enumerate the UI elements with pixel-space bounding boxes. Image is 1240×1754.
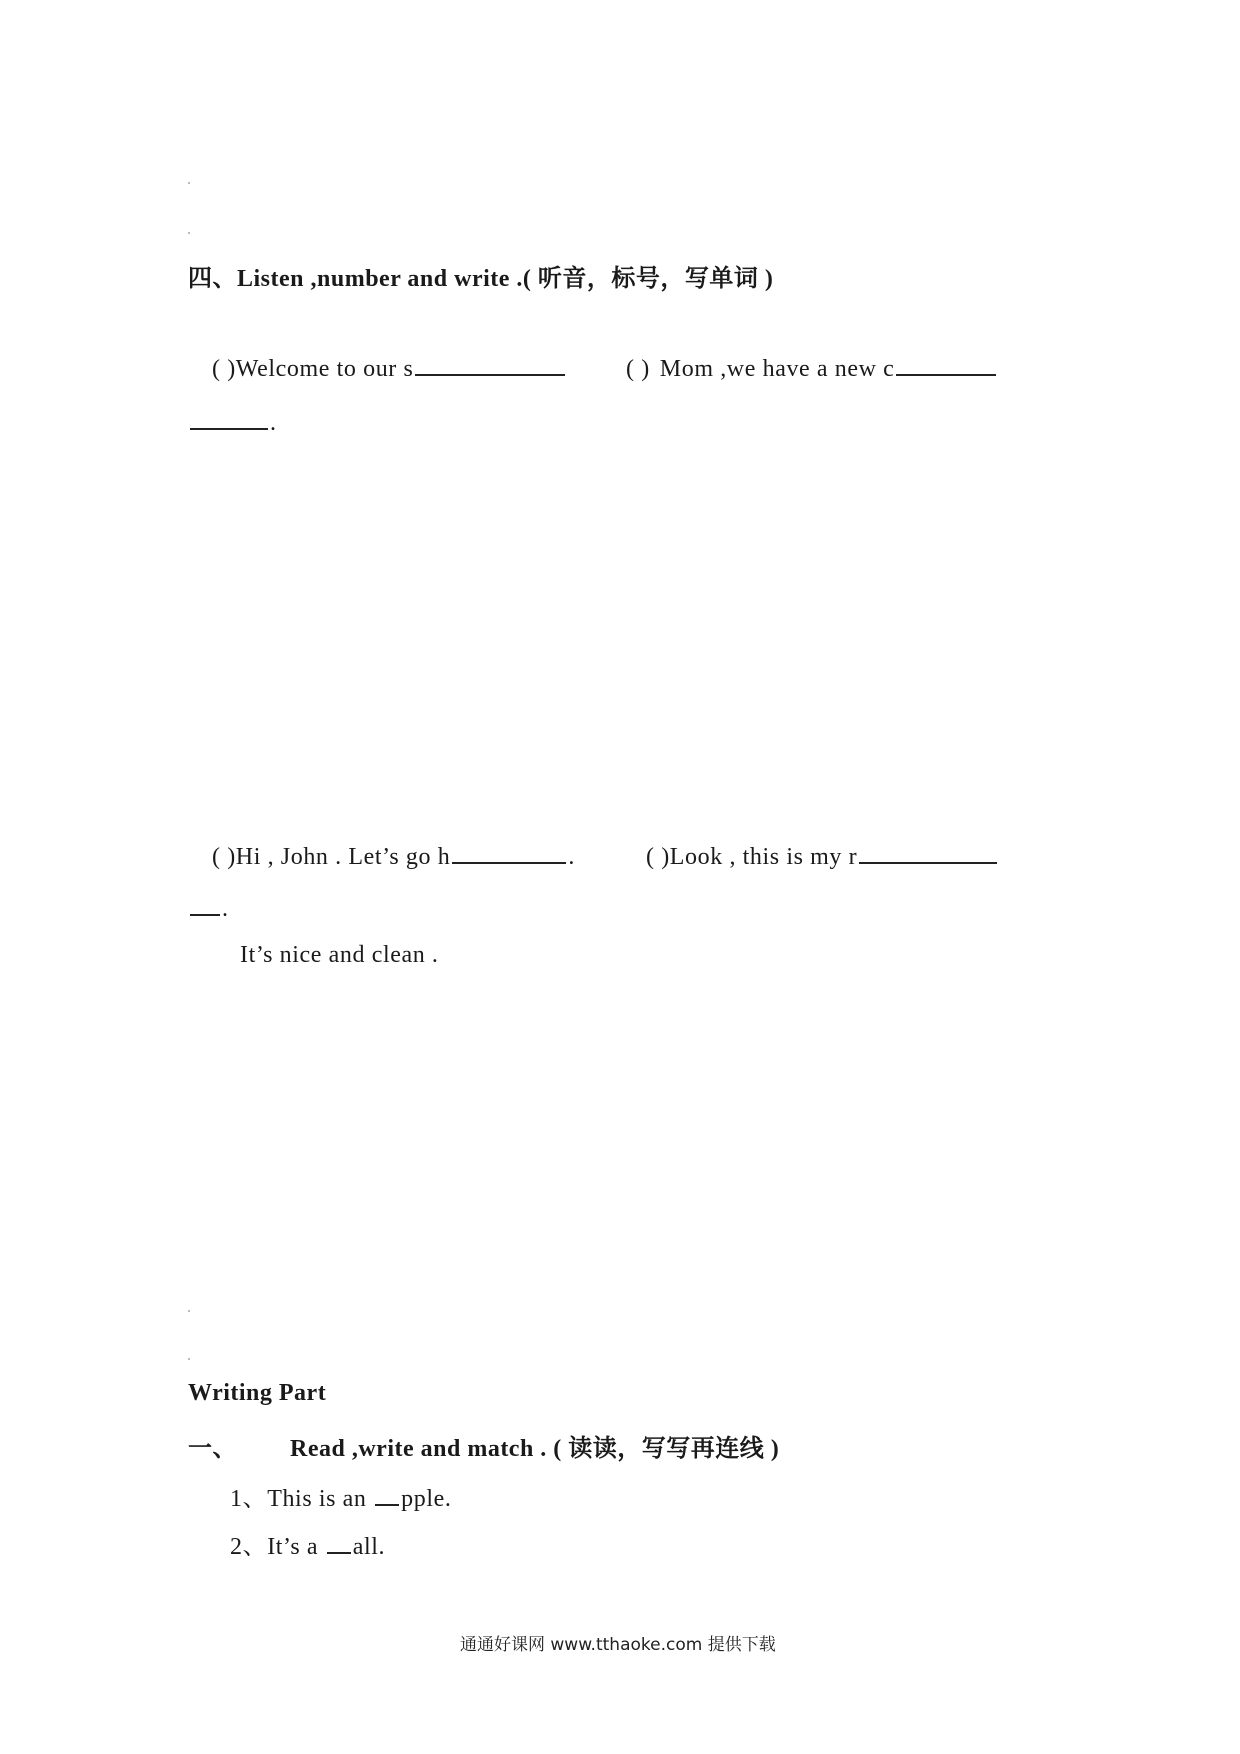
answer-paren[interactable]: ( ) [626, 356, 650, 382]
letter-blank[interactable] [375, 1504, 399, 1506]
writing-item-2 [230, 1526, 385, 1561]
sentence-text: Mom ,we have a new c [659, 356, 895, 382]
writing-section-1-number: 一、 [188, 1436, 237, 1462]
answer-blank[interactable] [896, 374, 996, 376]
sentence-text: Welcome to our s [235, 356, 414, 382]
listen-item-4 [646, 844, 999, 871]
answer-paren[interactable]: ( ) [212, 844, 236, 870]
listen-item-4-extra: It’s nice and clean . [240, 942, 439, 968]
writing-part-title: Writing Part [188, 1380, 327, 1406]
listen-item-4-continuation [188, 896, 229, 923]
scan-dot [188, 1358, 190, 1360]
page-footer: 通通好课网 www.tthaoke.com 提供下载 [460, 1635, 776, 1655]
sentence-end: . [222, 896, 229, 922]
item-suffix: all. [352, 1534, 386, 1560]
letter-blank[interactable] [327, 1552, 351, 1554]
writing-item-1 [230, 1478, 451, 1513]
answer-blank[interactable] [859, 862, 997, 864]
sentence-text: Hi , John . Let’s go h [235, 844, 451, 870]
listen-item-2 [626, 356, 998, 383]
answer-paren[interactable]: ( ) [212, 356, 236, 382]
writing-section-1-heading: Read ,write and match . ( 读读，写写再连线 ) [290, 1436, 780, 1462]
scan-dot [188, 232, 190, 234]
answer-paren[interactable]: ( ) [646, 844, 670, 870]
section-4-heading: 四、Listen ,number and write .( 听音，标号，写单词 ) [188, 266, 774, 292]
listen-item-1 [212, 356, 567, 383]
item-suffix: pple. [401, 1486, 452, 1512]
answer-blank[interactable] [190, 914, 220, 916]
sentence-text: Look , this is my r [669, 844, 858, 870]
item-prefix: 1、This is an [230, 1486, 374, 1512]
answer-blank[interactable] [190, 428, 268, 430]
scan-dot [188, 1310, 190, 1312]
answer-blank[interactable] [415, 374, 565, 376]
item-prefix: 2、It’s a [230, 1534, 325, 1560]
sentence-end: . [568, 844, 575, 870]
sentence-end: . [270, 410, 277, 436]
listen-item-3 [212, 844, 575, 871]
scan-dot [188, 182, 190, 184]
answer-blank[interactable] [452, 862, 566, 864]
listen-item-2-continuation [188, 410, 277, 437]
